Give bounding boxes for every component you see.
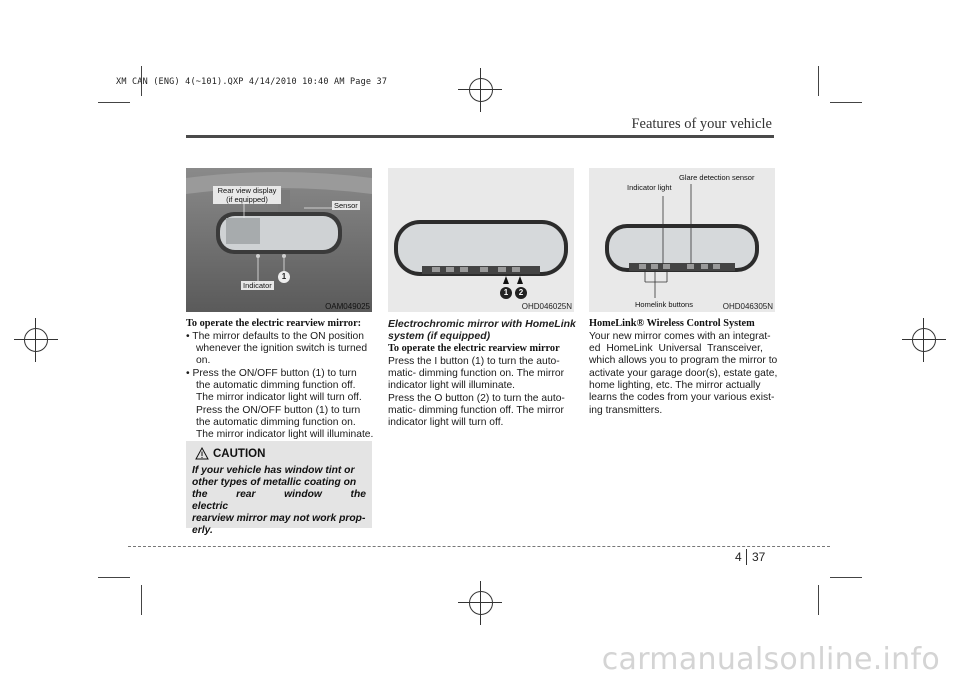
col2-subheading: To operate the electric rearview mirror [388,343,560,354]
caution-line4: rearview mirror may not work prop- [192,513,366,524]
watermark: carmanualsonline.info [601,642,940,677]
warning-triangle-icon [195,447,209,460]
col2-p1-line2: matic- dimming function on. The mirror [388,368,565,379]
homelink-mirror-drawing [388,168,574,312]
footer-dashed-rule [128,546,830,547]
col3-line5: home lighting, etc. The mirror actually [589,380,761,391]
label-homelink-buttons: Homelink buttons [635,300,693,309]
col2-heading-line2: system (if equipped) [388,330,491,342]
callout-badge-2: 2 [515,287,527,299]
col1-heading: To operate the electric rearview mirror: [186,318,362,329]
col1-bullet1-line1: • The mirror defaults to the ON position [186,331,364,342]
label-glare-detection-sensor: Glare detection sensor [679,173,755,182]
caution-title: CAUTION [213,448,266,460]
caution-box [186,441,372,536]
caution-line1: If your vehicle has window tint or [192,465,355,476]
col2-p2-line2: matic- dimming function off. The mirror [388,405,564,416]
col2-heading-line1: Electrochromic mirror with HomeLink [388,318,576,330]
homelink-buttons-drawing [589,168,775,312]
col1-bullet2-line6: The mirror indicator light will illuminate. [196,429,374,440]
col1-bullet2-line3: The mirror indicator light will turn off. [196,392,362,403]
figure-mirror-with-display [186,168,372,312]
figure3-code: OHD046305N [722,302,773,311]
label-indicator-light: Indicator light [627,183,672,192]
col3-line7: ing transmitters. [589,405,663,416]
figure-homelink-mirror [388,168,574,312]
col1-bullet2-line1: • Press the ON/OFF button (1) to turn [186,368,357,379]
label-rear-view-line1: Rear view display [217,186,277,195]
header-rule [186,135,774,138]
col1-bullet2-line2: the automatic dimming function off. [196,380,356,391]
label-indicator: Indicator [243,281,272,290]
col1-bullet1-line3: on. [196,355,211,366]
col3-line3: which allows you to program the mirror to [589,355,778,366]
caution-text [192,465,366,537]
chapter-number: 4 [735,550,742,564]
col2-p1-line3: indicator light will illuminate. [388,380,516,391]
label-rear-view-display [213,186,281,204]
page-number-divider [746,549,747,565]
figure-homelink-buttons [589,168,775,312]
section-title: Features of your vehicle [631,116,772,132]
callout-badge-1: 1 [500,287,512,299]
print-slug: XM CAN (ENG) 4(~101).QXP 4/14/2010 10:40 AM Page 37 [116,77,388,87]
col3-heading: HomeLink® Wireless Control System [589,318,755,329]
col1-bullet1-line2: whenever the ignition switch is turned [196,343,368,354]
col3-line6: learns the codes from your various exist- [589,392,775,403]
col1-bullet2-line5: the automatic dimming function on. [196,417,356,428]
col2-p2-line3: indicator light will turn off. [388,417,504,428]
callout-number-1: 1 [278,271,290,283]
figure2-code: OHD046025N [521,302,572,311]
col3-line2: ed HomeLink Universal Transceiver, [589,343,763,354]
col1-bullet2-line4: Press the ON/OFF button (1) to turn [196,405,361,416]
col3-line4: activate your garage door(s), estate gate, [589,368,778,379]
label-sensor: Sensor [334,201,358,210]
page-number: 37 [752,550,766,564]
label-rear-view-line2: (if equipped) [226,195,268,204]
caution-line5: erly. [192,525,213,536]
col2-p2-line1: Press the O button (2) to turn the auto- [388,393,565,404]
caution-line2: other types of metallic coating on [192,477,357,488]
col2-p1-line1: Press the I button (1) to turn the auto- [388,356,560,367]
caution-line3: the rear window the electric [192,489,366,512]
col3-line1: Your new mirror comes with an integrat- [589,331,771,342]
figure1-code: OAM049025 [325,302,370,311]
